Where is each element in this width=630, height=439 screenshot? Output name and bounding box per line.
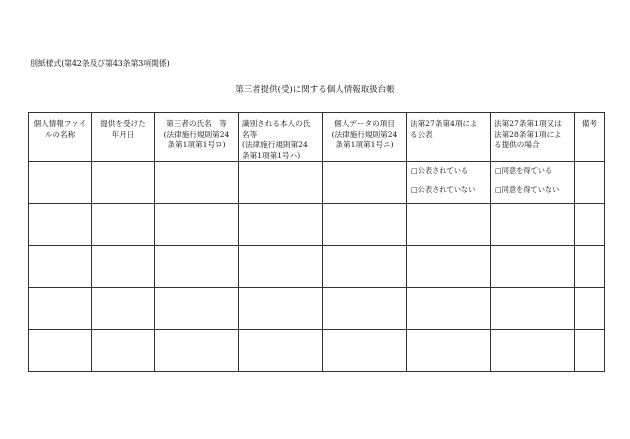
header-line: 条第1項第1号ハ): [242, 150, 301, 160]
empty-cell[interactable]: [407, 288, 491, 330]
header-row: [29, 113, 605, 162]
empty-cell[interactable]: [92, 246, 155, 288]
table-row: [29, 204, 605, 246]
cell-date-received[interactable]: [92, 162, 155, 204]
empty-cell[interactable]: [29, 330, 92, 372]
form-identifier: 別紙様式(第42条及び第43条第3項関係): [30, 59, 170, 68]
header-publication: [407, 113, 491, 162]
table-row: [29, 246, 605, 288]
header-remarks: [575, 113, 605, 162]
empty-cell[interactable]: [407, 330, 491, 372]
header-data-items: [323, 113, 407, 162]
header-line: 個人データの項目: [334, 119, 395, 128]
cell-publication: [407, 162, 491, 204]
cell-provision-case: [491, 162, 575, 204]
empty-cell[interactable]: [29, 204, 92, 246]
header-line: (法律施行規則第24: [242, 140, 308, 149]
empty-cell[interactable]: [155, 330, 239, 372]
header-line: る提供の場合: [494, 140, 540, 149]
empty-cell[interactable]: [491, 330, 575, 372]
empty-cell[interactable]: [155, 288, 239, 330]
empty-cell[interactable]: [323, 204, 407, 246]
header-line: 年月日: [111, 129, 135, 139]
header-line: (法律施行規則第24: [331, 129, 398, 139]
published-checkbox[interactable]: □公表されている: [411, 166, 469, 175]
consented-checkbox[interactable]: □同意を得ている: [495, 166, 553, 175]
header-line: 条第1項第1号ニ): [335, 140, 394, 149]
empty-cell[interactable]: [155, 204, 239, 246]
table-row: [29, 288, 605, 330]
header-line: 提供を受けた: [100, 119, 146, 128]
header-line: 個人情報ファイ: [33, 119, 87, 128]
header-line: 識別される本人の氏: [242, 119, 311, 128]
header-line: (法律施行規則第24: [163, 129, 230, 139]
empty-cell[interactable]: [29, 288, 92, 330]
header-line: 条第1項第1号ロ): [167, 140, 226, 149]
cell-remarks[interactable]: [575, 162, 605, 204]
cell-file-name[interactable]: [29, 162, 92, 204]
header-provision-case: [491, 113, 575, 162]
header-file-name: [29, 113, 92, 162]
header-line: 名等: [242, 129, 258, 139]
empty-cell[interactable]: [575, 246, 605, 288]
header-line: 法第28条第1項によ: [494, 129, 562, 139]
header-line: 法第27条第4項によ: [410, 119, 478, 128]
empty-cell[interactable]: [407, 204, 491, 246]
document-title: 第三者提供(受)に関する個人情報取扱台帳: [235, 85, 395, 95]
empty-cell[interactable]: [92, 204, 155, 246]
empty-cell[interactable]: [92, 330, 155, 372]
empty-cell[interactable]: [575, 330, 605, 372]
header-line: る公表: [410, 129, 433, 139]
empty-cell[interactable]: [29, 246, 92, 288]
empty-cell[interactable]: [575, 204, 605, 246]
empty-cell[interactable]: [575, 288, 605, 330]
table-row: [29, 162, 605, 204]
empty-cell[interactable]: [239, 204, 323, 246]
header-line: 第三者の氏名 等: [166, 119, 227, 128]
empty-cell[interactable]: [491, 204, 575, 246]
empty-cell[interactable]: [323, 330, 407, 372]
header-date-received: [92, 113, 155, 162]
empty-cell[interactable]: [491, 288, 575, 330]
cell-identified-person[interactable]: [239, 162, 323, 204]
header-identified-person: [239, 113, 323, 162]
empty-cell[interactable]: [323, 288, 407, 330]
header-line: 備考: [581, 119, 598, 128]
header-third-party-name: [155, 113, 239, 162]
not-published-checkbox[interactable]: □公表されていない: [411, 185, 476, 194]
empty-cell[interactable]: [407, 246, 491, 288]
empty-cell[interactable]: [92, 288, 155, 330]
empty-cell[interactable]: [323, 246, 407, 288]
cell-data-items[interactable]: [323, 162, 407, 204]
ledger-table: [28, 112, 605, 372]
empty-cell[interactable]: [239, 288, 323, 330]
not-consented-checkbox[interactable]: □同意を得ていない: [495, 185, 560, 194]
cell-third-party-name[interactable]: [155, 162, 239, 204]
empty-cell[interactable]: [155, 246, 239, 288]
empty-cell[interactable]: [491, 246, 575, 288]
header-line: 法第27条第1項又は: [494, 119, 562, 128]
table-row: [29, 330, 605, 372]
empty-cell[interactable]: [239, 246, 323, 288]
header-line: ルの名称: [44, 129, 76, 139]
empty-cell[interactable]: [239, 330, 323, 372]
